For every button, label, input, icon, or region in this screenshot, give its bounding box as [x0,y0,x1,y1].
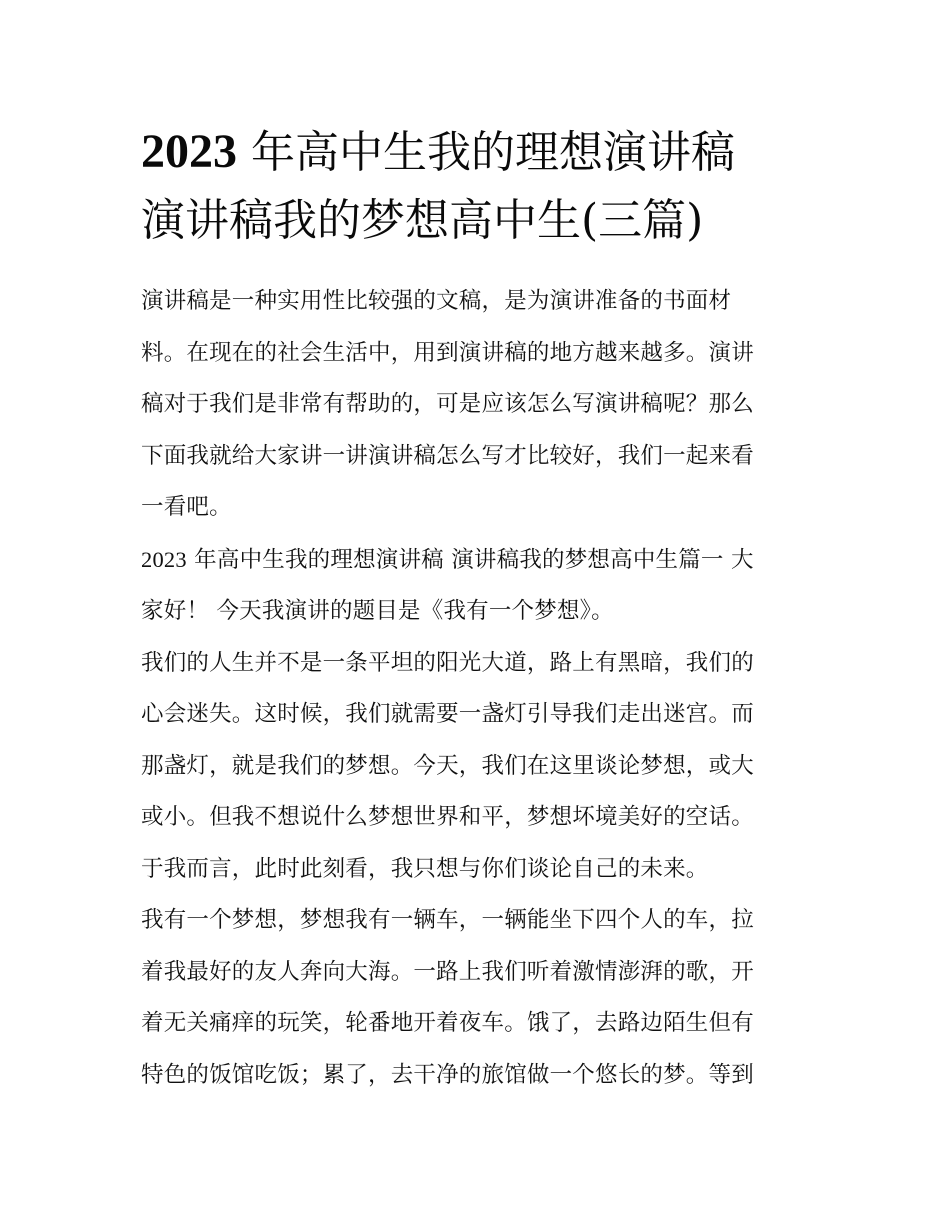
text-line: 我们的人生并不是一条平坦的阳光大道，路上有黑暗，我们的 [141,649,754,676]
paragraph-dream [141,895,813,1101]
text-line [141,534,813,587]
text-line: 家好！ 今天我演讲的题目是《我有一个梦想》。 [141,598,614,624]
title-line-2: 演讲稿我的梦想高中生(三篇) [141,195,704,246]
paragraph-intro [141,276,813,534]
text-line: 一看吧。 [141,494,232,520]
text-line-content: 年高中生我的理想演讲稿 演讲稿我的梦想高中生篇一 大 [194,546,754,573]
text-line: 着我最好的友人奔向大海。一路上我们听着激情澎湃的歌，开 [141,958,754,985]
text-line: 那盏灯，就是我们的梦想。今天，我们在这里谈论梦想，或大 [141,752,754,779]
text-line: 料。在现在的社会生活中，用到演讲稿的地方越来越多。演讲 [141,339,754,366]
text-line: 或小。但我不想说什么梦想世界和平，梦想坏境美好的空话。 [141,804,754,830]
paragraph-year: 2023 [141,546,187,572]
text-line: 演讲稿是一种实用性比较强的文稿，是为演讲准备的书面材 [141,288,732,314]
paragraph-life [141,638,813,896]
text-line: 稿对于我们是非常有帮助的，可是应该怎么写演讲稿呢？那么 [141,391,754,417]
text-line: 于我而言，此时此刻看，我只想与你们谈论自己的未来。 [141,855,709,882]
text-line: 下面我就给大家讲一讲演讲稿怎么写才比较好，我们一起来看 [141,442,754,469]
title-line-1-text: 年高中生我的理想演讲稿 [251,127,735,178]
document-body [141,276,813,1101]
text-line: 心会迷失。这时候，我们就需要一盏灯引导我们走出迷宫。而 [141,701,754,727]
title-year: 2023 [141,125,237,178]
title-line-1 [141,118,813,187]
text-line: 特色的饭馆吃饭；累了，去干净的旅馆做一个悠长的梦。等到 [141,1061,754,1088]
text-line: 着无关痛痒的玩笑，轮番地开着夜车。饿了，去路边陌生但有 [141,1010,754,1036]
text-line: 我有一个梦想，梦想我有一辆车，一辆能坐下四个人的车，拉 [141,907,754,933]
document-title [141,118,813,255]
paragraph-heading-1 [141,534,813,638]
